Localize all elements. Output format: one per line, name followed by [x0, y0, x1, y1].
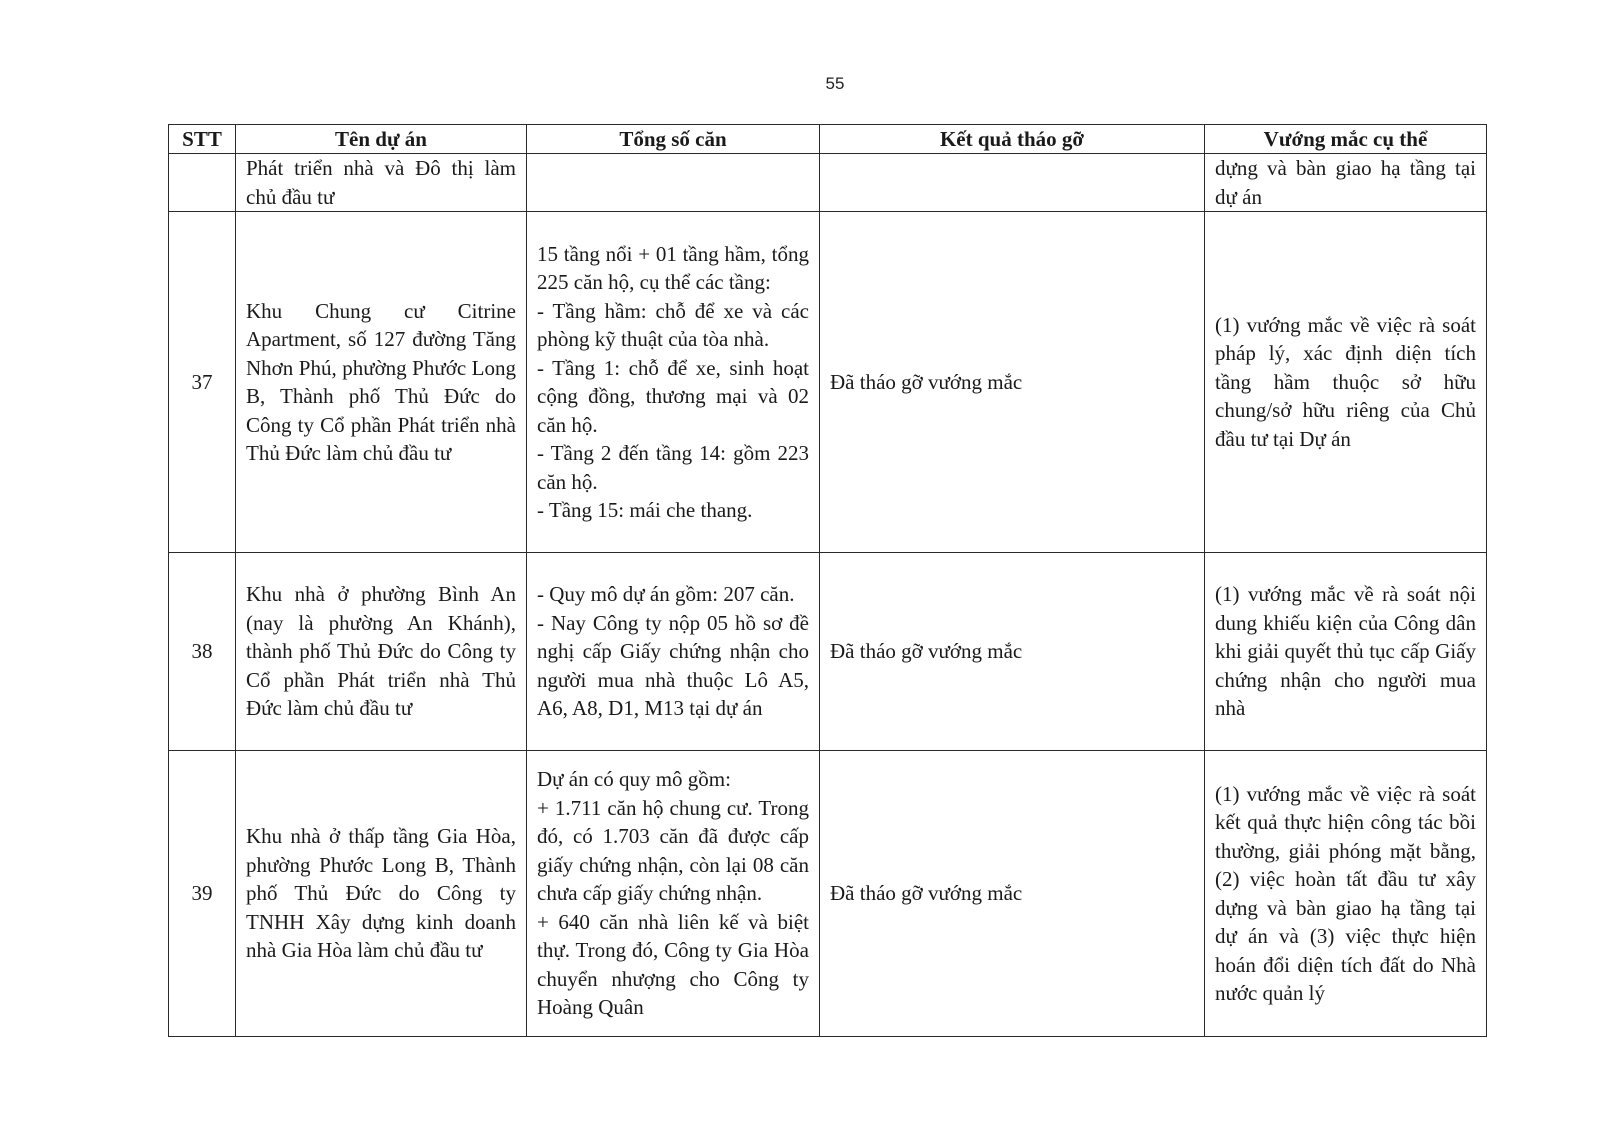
row-resolution-result: Đã tháo gỡ vướng mắc — [820, 553, 1205, 751]
row-resolution-result: Đã tháo gỡ vướng mắc — [820, 751, 1205, 1037]
table-header — [169, 125, 1487, 154]
projects-table — [168, 124, 1487, 1037]
header-total-units: Tổng số căn — [527, 125, 820, 154]
row-stt: 37 — [169, 212, 236, 553]
table-row — [169, 212, 1487, 553]
row-specific-issue: (1) vướng mắc về rà soát nội dung khiếu kiện của Công dân khi giải quyết thủ tục cấp Giấy chứng nhận cho người mua nhà — [1205, 553, 1487, 751]
row-total-units — [527, 154, 820, 212]
header-row — [169, 125, 1487, 154]
total-line: - Nay Công ty nộp 05 hồ sơ đề nghị cấp Giấy chứng nhận cho người mua nhà thuộc Lô A5, A6, A8, D1, M13 tại dự án — [537, 610, 809, 721]
table-row — [169, 154, 1487, 212]
total-line: Dự án có quy mô gồm: — [537, 767, 731, 792]
header-specific-issue: Vướng mắc cụ thể — [1205, 125, 1487, 154]
total-line: - Quy mô dự án gồm: 207 căn. — [537, 582, 795, 607]
row-total-units — [527, 553, 820, 751]
header-project-name: Tên dự án — [236, 125, 527, 154]
row-stt — [169, 154, 236, 212]
total-line: - Tầng 1: chỗ để xe, sinh hoạt cộng đồng, thương mại và 02 căn hộ. — [537, 355, 809, 437]
table-body — [169, 154, 1487, 1037]
header-resolution-result: Kết quả tháo gỡ — [820, 125, 1205, 154]
table-row — [169, 553, 1487, 751]
row-specific-issue: (1) vướng mắc về việc rà soát pháp lý, xác định diện tích tầng hầm thuộc sở hữu chung/sở hữu riêng của Chủ đầu tư tại Dự án — [1205, 212, 1487, 553]
total-line: + 1.711 căn hộ chung cư. Trong đó, có 1.703 căn đã được cấp giấy chứng nhận, còn lại 08 căn chưa cấp giấy chứng nhận. — [537, 795, 809, 906]
table-row — [169, 751, 1487, 1037]
row-project-name: Khu Chung cư Citrine Apartment, số 127 đường Tăng Nhơn Phú, phường Phước Long B, Thành phố Thủ Đức do Công ty Cổ phần Phát triển nhà Thủ Đức làm chủ đầu tư — [236, 212, 527, 553]
header-stt: STT — [169, 125, 236, 154]
row-stt: 39 — [169, 751, 236, 1037]
total-line: 15 tầng nổi + 01 tầng hầm, tổng 225 căn hộ, cụ thể các tầng: — [537, 241, 809, 294]
row-resolution-result — [820, 154, 1205, 212]
total-line: - Tầng hầm: chỗ để xe và các phòng kỹ thuật của tòa nhà. — [537, 298, 809, 351]
total-line: - Tầng 15: mái che thang. — [537, 498, 753, 522]
row-total-units — [527, 751, 820, 1037]
row-specific-issue: (1) vướng mắc về việc rà soát kết quả thực hiện công tác bồi thường, giải phóng mặt bằng, (2) việc hoàn tất đầu tư xây dựng và bàn giao hạ tầng tại dự án và (3) việc thực hiện hoán đổi diện tích đất do Nhà nước quản lý — [1205, 751, 1487, 1037]
row-specific-issue: dựng và bàn giao hạ tầng tại dự án — [1205, 154, 1487, 212]
page-number: 55 — [825, 74, 845, 93]
row-project-name: Khu nhà ở thấp tầng Gia Hòa, phường Phước Long B, Thành phố Thủ Đức do Công ty TNHH Xây dựng kinh doanh nhà Gia Hòa làm chủ đầu tư — [236, 751, 527, 1037]
row-project-name: Phát triển nhà và Đô thị làm chủ đầu tư — [236, 154, 527, 212]
row-stt: 38 — [169, 553, 236, 751]
row-resolution-result: Đã tháo gỡ vướng mắc — [820, 212, 1205, 553]
row-project-name: Khu nhà ở phường Bình An (nay là phường An Khánh), thành phố Thủ Đức do Công ty Cổ phần Phát triển nhà Thủ Đức làm chủ đầu tư — [236, 553, 527, 751]
total-line: - Tầng 2 đến tầng 14: gồm 223 căn hộ. — [537, 441, 809, 494]
total-line: + 640 căn nhà liên kế và biệt thự. Trong đó, Công ty Gia Hòa chuyển nhượng cho Công ty Hoàng Quân — [537, 909, 809, 1020]
row-total-units — [527, 212, 820, 553]
